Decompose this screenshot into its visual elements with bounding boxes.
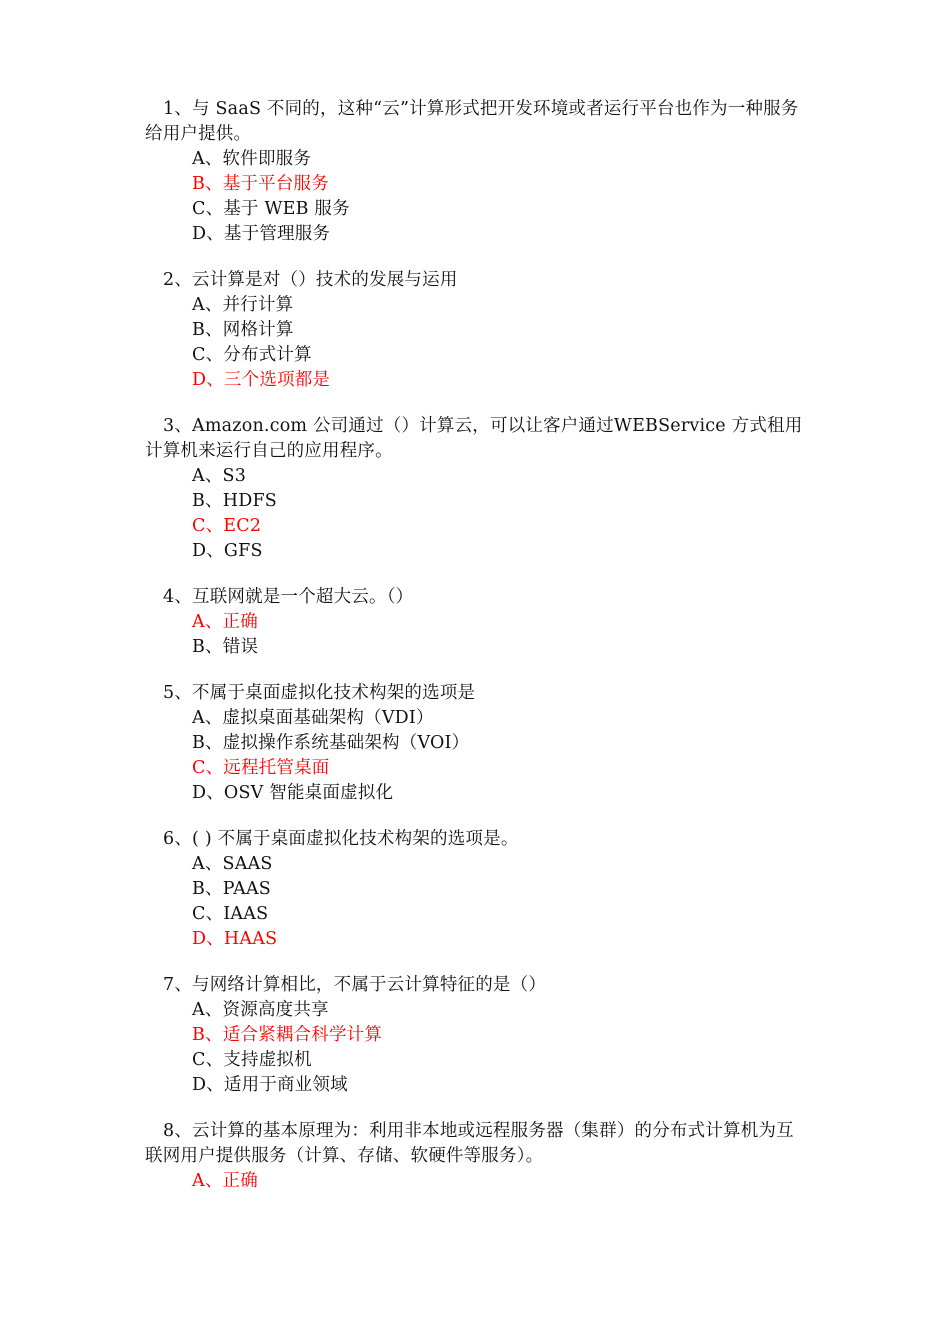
question-block	[145, 414, 810, 564]
question-text: 3、Amazon.com 公司通过（）计算云，可以让客户通过WEBService 方式租用计算机来运行自己的应用程序。	[145, 416, 803, 461]
answer-option: B、HDFS	[192, 491, 277, 511]
question-text: 1、与 SaaS 不同的，这种“云”计算形式把开发环境或者运行平台也作为一种服务给用户提供。	[145, 99, 799, 144]
question-text: 6、( ) 不属于桌面虚拟化技术构架的选项是。	[163, 829, 519, 849]
question-block	[145, 97, 810, 247]
quiz-document	[145, 97, 810, 1215]
answer-option: A、并行计算	[192, 295, 294, 315]
question-block	[145, 585, 810, 660]
correct-answer-option: A、正确	[192, 612, 258, 632]
answer-option: A、虚拟桌面基础架构（VDI）	[192, 708, 434, 728]
answer-option: A、S3	[192, 466, 247, 486]
answer-option: A、资源高度共享	[192, 1000, 329, 1020]
correct-answer-option: C、EC2	[192, 516, 262, 536]
answer-option: A、SAAS	[192, 854, 273, 874]
question-text: 2、云计算是对（）技术的发展与运用	[163, 270, 458, 290]
answer-option: C、基于 WEB 服务	[192, 199, 350, 219]
answer-option: D、GFS	[192, 541, 263, 561]
question-block	[145, 973, 810, 1098]
correct-answer-option: D、三个选项都是	[192, 370, 331, 390]
question-block	[145, 268, 810, 393]
correct-answer-option: B、基于平台服务	[192, 174, 329, 194]
correct-answer-option: D、HAAS	[192, 929, 278, 949]
question-text: 5、不属于桌面虚拟化技术构架的选项是	[163, 683, 476, 703]
question-text: 8、云计算的基本原理为：利用非本地或远程服务器（集群）的分布式计算机为互联网用户提供服务（计算、存储、软硬件等服务）。	[145, 1121, 794, 1166]
question-text: 7、与网络计算相比，不属于云计算特征的是（）	[163, 975, 547, 995]
answer-option: B、PAAS	[192, 879, 271, 899]
correct-answer-option: A、正确	[192, 1171, 258, 1191]
question-block	[145, 827, 810, 952]
answer-option: D、基于管理服务	[192, 224, 331, 244]
question-block	[145, 1119, 810, 1194]
correct-answer-option: C、远程托管桌面	[192, 758, 330, 778]
answer-option: A、软件即服务	[192, 149, 312, 169]
question-text: 4、互联网就是一个超大云。（）	[163, 587, 414, 607]
answer-option: C、支持虚拟机	[192, 1050, 312, 1070]
answer-option: B、虚拟操作系统基础架构（VOI）	[192, 733, 470, 753]
answer-option: D、适用于商业领域	[192, 1075, 348, 1095]
answer-option: C、分布式计算	[192, 345, 312, 365]
answer-option: B、错误	[192, 637, 259, 657]
correct-answer-option: B、适合紧耦合科学计算	[192, 1025, 383, 1045]
answer-option: D、OSV 智能桌面虚拟化	[192, 783, 394, 803]
question-block	[145, 681, 810, 806]
answer-option: C、IAAS	[192, 904, 269, 924]
answer-option: B、网格计算	[192, 320, 294, 340]
